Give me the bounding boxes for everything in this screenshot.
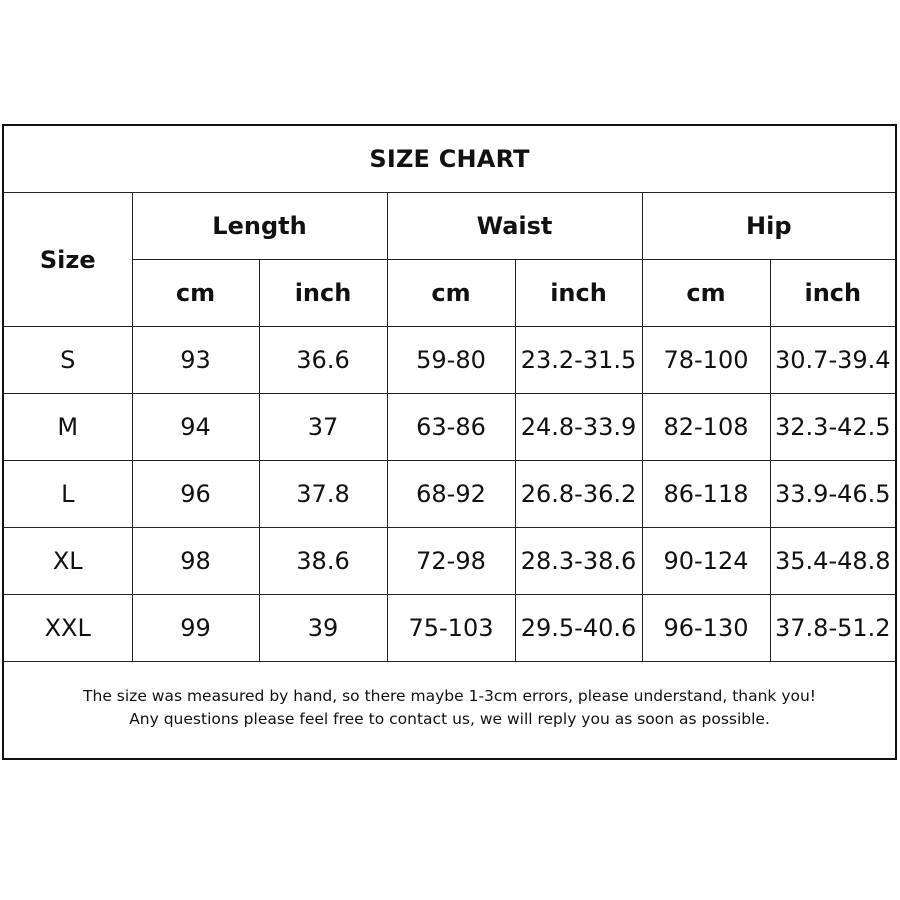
table-row <box>4 595 895 662</box>
length-inch-cell: 36.6 <box>259 327 387 394</box>
hip-header: Hip <box>642 193 895 260</box>
waist-header: Waist <box>387 193 642 260</box>
waist-inch-header: inch <box>515 260 642 327</box>
waist-inch-cell: 28.3-38.6 <box>515 528 642 595</box>
hip-cm-cell: 96-130 <box>642 595 770 662</box>
hip-inch-cell: 37.8-51.2 <box>770 595 895 662</box>
waist-cm-cell: 63-86 <box>387 394 515 461</box>
hip-inch-cell: 35.4-48.8 <box>770 528 895 595</box>
waist-inch-cell: 26.8-36.2 <box>515 461 642 528</box>
table-row <box>4 528 895 595</box>
size-chart-table <box>4 126 895 754</box>
length-inch-header: inch <box>259 260 387 327</box>
size-cell: XXL <box>4 595 132 662</box>
hip-inch-header: inch <box>770 260 895 327</box>
hip-inch-cell: 32.3-42.5 <box>770 394 895 461</box>
measurement-note <box>4 662 895 755</box>
length-cm-cell: 98 <box>132 528 259 595</box>
length-header: Length <box>132 193 387 260</box>
note-line-error-margin: The size was measured by hand, so there maybe 1-3cm errors, please understand, thank you! <box>83 687 817 705</box>
title-row <box>4 126 895 193</box>
size-cell: M <box>4 394 132 461</box>
hip-inch-cell: 33.9-46.5 <box>770 461 895 528</box>
waist-cm-cell: 72-98 <box>387 528 515 595</box>
hip-cm-header: cm <box>642 260 770 327</box>
size-cell: S <box>4 327 132 394</box>
table-row <box>4 461 895 528</box>
length-cm-cell: 96 <box>132 461 259 528</box>
waist-cm-header: cm <box>387 260 515 327</box>
size-chart <box>2 124 897 760</box>
waist-cm-cell: 59-80 <box>387 327 515 394</box>
waist-inch-cell: 23.2-31.5 <box>515 327 642 394</box>
table-row <box>4 327 895 394</box>
size-cell: XL <box>4 528 132 595</box>
unit-header-row <box>4 260 895 327</box>
hip-cm-cell: 86-118 <box>642 461 770 528</box>
waist-inch-cell: 24.8-33.9 <box>515 394 642 461</box>
length-cm-cell: 99 <box>132 595 259 662</box>
waist-cm-cell: 75-103 <box>387 595 515 662</box>
group-header-row <box>4 193 895 260</box>
length-inch-cell: 38.6 <box>259 528 387 595</box>
note-line-contact: Any questions please feel free to contact us, we will reply you as soon as possible. <box>129 710 770 728</box>
length-cm-cell: 94 <box>132 394 259 461</box>
table-row <box>4 394 895 461</box>
size-cell: L <box>4 461 132 528</box>
length-cm-cell: 93 <box>132 327 259 394</box>
length-inch-cell: 39 <box>259 595 387 662</box>
size-column-header: Size <box>4 193 132 327</box>
hip-inch-cell: 30.7-39.4 <box>770 327 895 394</box>
length-cm-header: cm <box>132 260 259 327</box>
chart-title: SIZE CHART <box>4 126 895 193</box>
length-inch-cell: 37.8 <box>259 461 387 528</box>
waist-inch-cell: 29.5-40.6 <box>515 595 642 662</box>
notes-row <box>4 662 895 755</box>
hip-cm-cell: 82-108 <box>642 394 770 461</box>
length-inch-cell: 37 <box>259 394 387 461</box>
hip-cm-cell: 78-100 <box>642 327 770 394</box>
waist-cm-cell: 68-92 <box>387 461 515 528</box>
hip-cm-cell: 90-124 <box>642 528 770 595</box>
